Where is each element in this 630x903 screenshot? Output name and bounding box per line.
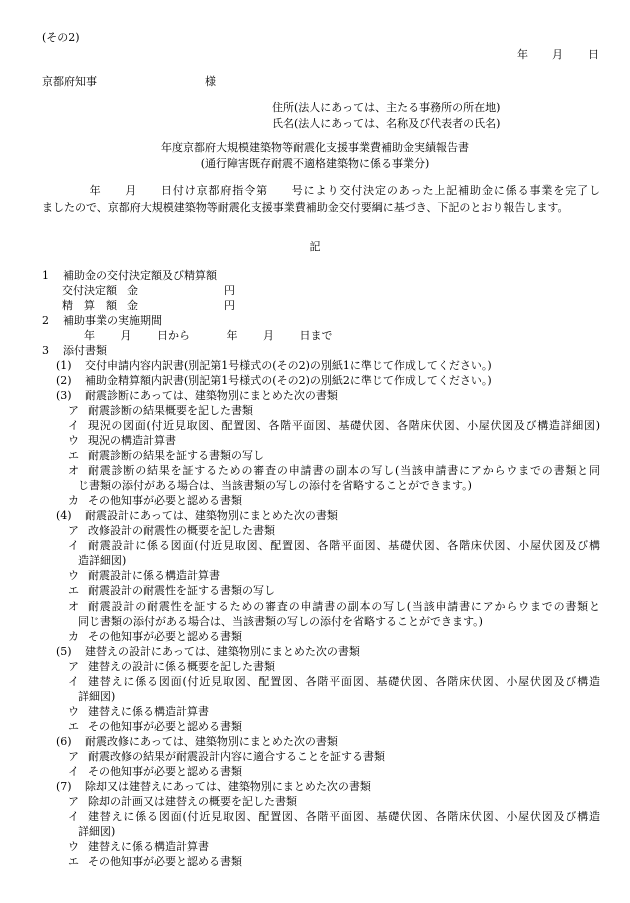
attachment-item-text: 除却又は建替えにあっては、建築物別にまとめた次の書類 <box>85 780 371 794</box>
document-title: 年度京都府大規模建築物等耐震化支援事業費補助金実績報告書 <box>161 141 469 154</box>
ki-heading: 記 <box>309 240 321 253</box>
amount-label: 精 算 額 <box>62 298 117 312</box>
sub-item-marker: エ <box>68 584 79 598</box>
applicant-name-label: 氏名(法人にあっては、名称及び代表者の氏名) <box>272 117 501 130</box>
sub-item-text: その他知事が必要と認める書類 <box>88 629 242 643</box>
sub-item-text: その他知事が必要と認める書類 <box>88 494 242 508</box>
sub-item-continuation <box>0 689 630 704</box>
sub-item-marker: ア <box>68 659 79 673</box>
sub-item-text: 建替えに係る構造計算書 <box>88 704 209 718</box>
section-1-heading <box>0 268 630 283</box>
attachment-item <box>0 373 630 388</box>
date-year-label: 年 <box>517 48 528 61</box>
sub-item <box>0 719 630 734</box>
sub-item-continuation <box>0 824 630 839</box>
section-number: 2 <box>42 313 49 327</box>
attachment-item <box>0 508 630 523</box>
sub-item <box>0 629 630 644</box>
sub-item-marker: オ <box>68 599 79 613</box>
currency-unit: 円 <box>224 298 235 312</box>
sub-item-marker: イ <box>68 810 79 824</box>
sub-item-text: 耐震設計の耐震性を証するための審査の申請書の副本の写し(当該申請書にアからウまでの書類と <box>88 599 600 613</box>
sub-item-text: 耐震改修の結果が耐震設計内容に適合することを証する書類 <box>88 750 385 763</box>
sub-item-marker: ウ <box>68 434 79 448</box>
form-number: (その2) <box>42 31 80 44</box>
addressee-name: 京都府知事 <box>42 75 97 88</box>
sub-item <box>0 764 630 779</box>
sub-item-marker: エ <box>68 719 79 733</box>
sub-item-marker: イ <box>68 765 79 779</box>
sub-item <box>0 839 630 854</box>
attachment-item-marker: (4) <box>56 509 72 523</box>
attachment-item <box>0 779 630 794</box>
date-month-label: 月 <box>552 48 563 61</box>
intro-line-1: 年 月 日付け京都府指令第 号により交付決定のあった上記補助金に係る事業を完了し <box>42 184 600 197</box>
sub-item-text-continued: 詳細図) <box>78 689 116 703</box>
attachment-item <box>0 388 630 403</box>
sub-item-marker: イ <box>68 674 79 688</box>
sub-item-text: その他知事が必要と認める書類 <box>88 855 242 869</box>
sub-item-text: その他知事が必要と認める書類 <box>88 765 242 779</box>
sub-item-text: その他知事が必要と認める書類 <box>88 719 242 733</box>
period-text: 年 月 日から 年 月 日まで <box>62 328 333 342</box>
sub-item <box>0 418 630 433</box>
sub-item <box>0 538 630 553</box>
sub-item-marker: ア <box>68 524 79 538</box>
sub-item <box>0 493 630 508</box>
sub-item <box>0 704 630 719</box>
sub-item-text: 耐震設計に係る図面(付近見取図、配置図、各階平面図、基礎伏図、各階床伏図、小屋伏図及び構 <box>88 539 600 553</box>
sub-item-marker: ア <box>68 750 79 763</box>
sub-item <box>0 463 630 478</box>
attachment-item-marker: (3) <box>56 388 72 402</box>
sub-item <box>0 749 630 764</box>
sub-item <box>0 809 630 824</box>
attachment-item-marker: (2) <box>56 373 72 387</box>
attachment-item-marker: (1) <box>56 358 72 372</box>
applicant-address-label: 住所(法人にあっては、主たる事務所の所在地) <box>272 101 501 114</box>
sub-item-text: 耐震診断の結果概要を記した書類 <box>88 403 253 417</box>
sub-item <box>0 854 630 869</box>
sub-item-marker: オ <box>68 464 79 478</box>
sub-item-text: 耐震設計の耐震性を証する書類の写し <box>88 584 275 598</box>
attachment-item-marker: (6) <box>56 734 72 748</box>
intro-line-2: ましたので、京都府大規模建築物等耐震化支援事業費補助金交付要綱に基づき、下記のとおり報告します。 <box>42 201 569 214</box>
attachment-item-text: 耐震診断にあっては、建築物別にまとめた次の書類 <box>85 388 338 402</box>
sub-item <box>0 599 630 614</box>
sub-item-text: 現況の構造計算書 <box>88 434 176 448</box>
sub-item-text: 建替えに係る図面(付近見取図、配置図、各階平面図、基礎伏図、各階床伏図、小屋伏図及び構造 <box>88 674 600 688</box>
sub-item <box>0 523 630 538</box>
amount-row-settled <box>0 298 630 313</box>
sub-item-marker: カ <box>68 629 79 643</box>
section-2-heading <box>0 313 630 328</box>
amount-row-decided <box>0 283 630 298</box>
sub-item-continuation <box>0 478 630 493</box>
sub-item-marker: ウ <box>68 704 79 718</box>
sub-item-continuation <box>0 614 630 629</box>
currency-prefix: 金 <box>127 283 138 297</box>
sub-item-marker: エ <box>68 449 79 463</box>
currency-unit: 円 <box>224 283 235 297</box>
sub-item-text: 建替えに係る構造計算書 <box>88 840 209 854</box>
attachment-item-text: 耐震改修にあっては、建築物別にまとめた次の書類 <box>85 734 338 748</box>
sub-item-text: 現況の図面(付近見取図、配置図、各階平面図、基礎伏図、各階床伏図、小屋伏図及び構造詳細図) <box>88 418 600 432</box>
sub-item <box>0 448 630 463</box>
sub-item-marker: ア <box>68 403 79 417</box>
sub-item-text-continued: 詳細図) <box>78 825 116 839</box>
attachment-item-marker: (7) <box>56 780 72 794</box>
attachment-item <box>0 644 630 659</box>
sub-item-text-continued: 造詳細図) <box>78 554 127 568</box>
currency-prefix: 金 <box>127 298 138 312</box>
section-title: 補助事業の実施期間 <box>63 313 162 327</box>
attachment-item-text: 耐震設計にあっては、建築物別にまとめた次の書類 <box>85 509 338 523</box>
sub-item-text: 除却の計画又は建替えの概要を記した書類 <box>88 795 297 809</box>
document-subtitle: (通行障害既存耐震不適格建築物に係る事業分) <box>200 157 430 170</box>
sub-item-text: 耐震診断の結果を証するための審査の申請書の副本の写し(当該申請書にアからウまでの書類と同 <box>88 464 600 478</box>
attachment-item-text: 補助金精算額内訳書(別記第1号様式の(その2)の別紙2に準じて作成してください。) <box>85 373 492 387</box>
addressee-honorific: 様 <box>205 75 216 88</box>
sub-item-marker: ア <box>68 795 79 809</box>
sub-item-text-continued: じ書類の添付がある場合は、当該書類の写しの添付を省略することができます。) <box>78 479 472 493</box>
section-number: 1 <box>42 268 49 282</box>
sub-item <box>0 659 630 674</box>
attachment-item <box>0 734 630 749</box>
period-row <box>0 328 630 343</box>
sub-item <box>0 674 630 689</box>
sub-item-marker: ウ <box>68 840 79 854</box>
sub-item-text: 耐震設計に係る構造計算書 <box>88 569 220 583</box>
sub-item-continuation <box>0 553 630 568</box>
sub-item-marker: カ <box>68 494 79 508</box>
sub-item-marker: イ <box>68 418 79 432</box>
section-3-heading <box>0 343 630 358</box>
report-body <box>0 268 630 870</box>
attachment-item <box>0 358 630 373</box>
sub-item <box>0 794 630 809</box>
sub-item <box>0 433 630 448</box>
attachment-item-marker: (5) <box>56 644 72 658</box>
date-day-label: 日 <box>588 48 599 61</box>
sub-item <box>0 568 630 583</box>
sub-item-text: 建替えの設計に係る概要を記した書類 <box>88 659 275 673</box>
sub-item <box>0 403 630 418</box>
sub-item-text: 耐震診断の結果を証する書類の写し <box>88 449 264 463</box>
sub-item <box>0 583 630 598</box>
attachment-item-text: 建替えの設計にあっては、建築物別にまとめた次の書類 <box>85 644 360 658</box>
section-title: 添付書類 <box>63 343 107 357</box>
section-number: 3 <box>42 343 49 357</box>
attachment-item-text: 交付申請内容内訳書(別記第1号様式の(その2)の別紙1に準じて作成してください。) <box>85 358 492 372</box>
amount-label: 交付決定額 <box>62 283 117 297</box>
sub-item-marker: エ <box>68 855 79 869</box>
sub-item-text: 改修設計の耐震性の概要を記した書類 <box>88 524 275 538</box>
section-title: 補助金の交付決定額及び精算額 <box>63 268 217 282</box>
sub-item-text-continued: 同じ書類の添付がある場合は、当該書類の写しの添付を省略することができます。) <box>78 614 483 628</box>
sub-item-marker: イ <box>68 539 79 553</box>
sub-item-marker: ウ <box>68 569 79 583</box>
sub-item-text: 建替えに係る図面(付近見取図、配置図、各階平面図、基礎伏図、各階床伏図、小屋伏図及び構造 <box>88 810 600 824</box>
